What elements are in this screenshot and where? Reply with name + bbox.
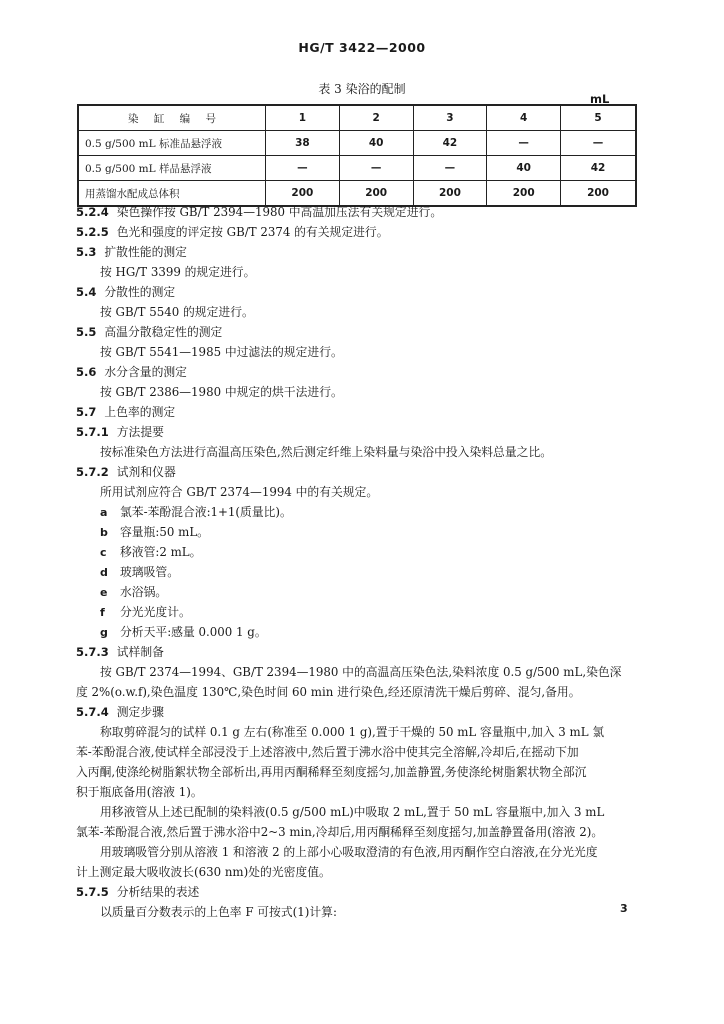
table-cell: —	[413, 156, 487, 181]
section-number: 5.7	[76, 405, 97, 419]
paragraph: 按 HG/T 3399 的规定进行。	[100, 265, 256, 279]
list-text: 分光光度计。	[120, 605, 191, 619]
table-row-label: 0.5 g/500 mL 标准品悬浮液	[78, 131, 266, 156]
clause-heading: 试剂和仪器	[116, 465, 176, 479]
clause-5-7-5	[76, 882, 199, 902]
table-cell: 200	[487, 181, 561, 207]
table-cell: 200	[266, 181, 340, 207]
clause-5-5	[76, 322, 222, 342]
table-cell: —	[339, 156, 413, 181]
list-item	[100, 502, 292, 522]
list-text: 分析天平:感量 0.000 1 g。	[120, 625, 267, 639]
table-title: 表 3 染浴的配制	[318, 82, 406, 96]
paragraph: 用移液管从上述已配制的染料液(0.5 g/500 mL)中吸取 2 mL,置于 50 mL 容量瓶中,加入 3 mL	[100, 805, 605, 819]
dye-bath-table	[77, 104, 637, 207]
section-number: 5.4	[76, 285, 97, 299]
table-row	[78, 131, 636, 156]
clause-5-7	[76, 402, 175, 422]
list-text: 容量瓶:50 mL。	[120, 525, 209, 539]
table-cell: 200	[339, 181, 413, 207]
table-header-cell: 4	[487, 105, 561, 131]
table-cell: —	[561, 131, 636, 156]
paragraph: 按标准染色方法进行高温高压染色,然后测定纤维上染料量与染浴中投入染料总量之比。	[100, 445, 553, 459]
table-header-row	[78, 105, 636, 131]
clause-heading: 测定步骤	[116, 705, 164, 719]
clause-5-7-2	[76, 462, 176, 482]
list-letter: g	[100, 626, 108, 639]
clause-5-4	[76, 282, 175, 302]
clause-heading: 水分含量的测定	[104, 365, 187, 379]
table-row-label: 用蒸馏水配成总体积	[78, 181, 266, 207]
paragraph-continuation: 氯苯-苯酚混合液,然后置于沸水浴中2~3 min,冷却后,用丙酮稀释至刻度摇匀,加盖静置备用(溶液 2)。	[76, 825, 604, 839]
list-text: 玻璃吸管。	[120, 565, 179, 579]
section-number: 5.3	[76, 245, 97, 259]
table-cell: —	[487, 131, 561, 156]
table-cell: 200	[413, 181, 487, 207]
section-number: 5.7.2	[76, 465, 109, 479]
paragraph: 按 GB/T 2386—1980 中规定的烘干法进行。	[100, 385, 343, 399]
table-header-cell: 1	[266, 105, 340, 131]
list-letter: b	[100, 526, 108, 539]
table-header-label: 染 缸 编 号	[78, 105, 266, 131]
clause-text: 染色操作按 GB/T 2394—1980 中高温加压法有关规定进行。	[116, 205, 443, 219]
section-number: 5.5	[76, 325, 97, 339]
clause-heading: 扩散性能的测定	[104, 245, 187, 259]
paragraph: 按 GB/T 2374—1994、GB/T 2394—1980 中的高温高压染色法,染料浓度 0.5 g/500 mL,染色深	[100, 665, 622, 679]
list-letter: c	[100, 546, 107, 559]
list-letter: f	[100, 606, 105, 619]
clause-5-7-1	[76, 422, 164, 442]
clause-5-3	[76, 242, 187, 262]
table-header-cell: 5	[561, 105, 636, 131]
section-number: 5.6	[76, 365, 97, 379]
list-text: 移液管:2 mL。	[120, 545, 202, 559]
list-item	[100, 582, 167, 602]
list-text: 水浴锅。	[120, 585, 168, 599]
paragraph-continuation: 计上测定最大吸收波长(630 nm)处的光密度值。	[76, 865, 331, 879]
standard-header: HG/T 3422—2000	[298, 40, 426, 55]
clause-heading: 分析结果的表述	[116, 885, 200, 899]
list-item	[100, 542, 201, 562]
paragraph: 所用试剂应符合 GB/T 2374—1994 中的有关规定。	[100, 485, 379, 499]
paragraph-continuation: 入丙酮,使涤纶树脂絮状物全部析出,再用丙酮稀释至刻度摇匀,加盖静置,务使涤纶树脂絮状物全部沉	[76, 765, 587, 779]
clause-text: 色光和强度的评定按 GB/T 2374 的有关规定进行。	[116, 225, 389, 239]
paragraph-continuation: 苯-苯酚混合液,使试样全部浸没于上述溶液中,然后置于沸水浴中使其完全溶解,冷却后,在摇动下加	[76, 745, 579, 759]
table-header-cell: 3	[413, 105, 487, 131]
clause-heading: 上色率的测定	[104, 405, 176, 419]
table-cell: 42	[561, 156, 636, 181]
table-unit: mL	[590, 92, 610, 106]
clause-heading: 试样制备	[116, 645, 164, 659]
paragraph: 按 GB/T 5540 的规定进行。	[100, 305, 254, 319]
table-cell: —	[266, 156, 340, 181]
paragraph: 用玻璃吸管分别从溶液 1 和溶液 2 的上部小心吸取澄清的有色液,用丙酮作空白溶液,在分光光度	[100, 845, 598, 859]
clause-heading: 分散性的测定	[104, 285, 176, 299]
section-number: 5.2.5	[76, 225, 109, 239]
paragraph: 称取剪碎混匀的试样 0.1 g 左右(称准至 0.000 1 g),置于干燥的 50 mL 容量瓶中,加入 3 mL 氯	[100, 725, 605, 739]
table-cell: 38	[266, 131, 340, 156]
section-number: 5.7.5	[76, 885, 109, 899]
paragraph: 按 GB/T 5541—1985 中过滤法的规定进行。	[100, 345, 343, 359]
page-number: 3	[620, 902, 628, 915]
list-letter: a	[100, 506, 108, 519]
clause-heading: 高温分散稳定性的测定	[104, 325, 223, 339]
clause-heading: 方法提要	[116, 425, 164, 439]
table-cell: 42	[413, 131, 487, 156]
clause-5-7-3	[76, 642, 164, 662]
table-cell: 40	[487, 156, 561, 181]
table-row-label: 0.5 g/500 mL 样品悬浮液	[78, 156, 266, 181]
section-number: 5.7.1	[76, 425, 109, 439]
paragraph-continuation: 积于瓶底备用(溶液 1)。	[76, 785, 203, 799]
clause-5-7-4	[76, 702, 164, 722]
table-header-cell: 2	[339, 105, 413, 131]
paragraph: 以质量百分数表示的上色率 F 可按式(1)计算:	[100, 905, 337, 919]
clause-5-2-4	[76, 202, 442, 222]
clause-5-2-5	[76, 222, 389, 242]
table-cell: 200	[561, 181, 636, 207]
section-number: 5.7.4	[76, 705, 109, 719]
list-item	[100, 602, 191, 622]
list-item	[100, 622, 267, 642]
paragraph-continuation: 度 2%(o.w.f),染色温度 130℃,染色时间 60 min 进行染色,经还原清洗干燥后剪碎、混匀,备用。	[76, 685, 581, 699]
list-item	[100, 522, 209, 542]
list-item	[100, 562, 179, 582]
list-letter: e	[100, 586, 108, 599]
section-number: 5.7.3	[76, 645, 109, 659]
section-number: 5.2.4	[76, 205, 109, 219]
list-text: 氯苯-苯酚混合液:1+1(质量比)。	[120, 505, 292, 519]
list-letter: d	[100, 566, 108, 579]
table-cell: 40	[339, 131, 413, 156]
clause-5-6	[76, 362, 187, 382]
table-row	[78, 156, 636, 181]
